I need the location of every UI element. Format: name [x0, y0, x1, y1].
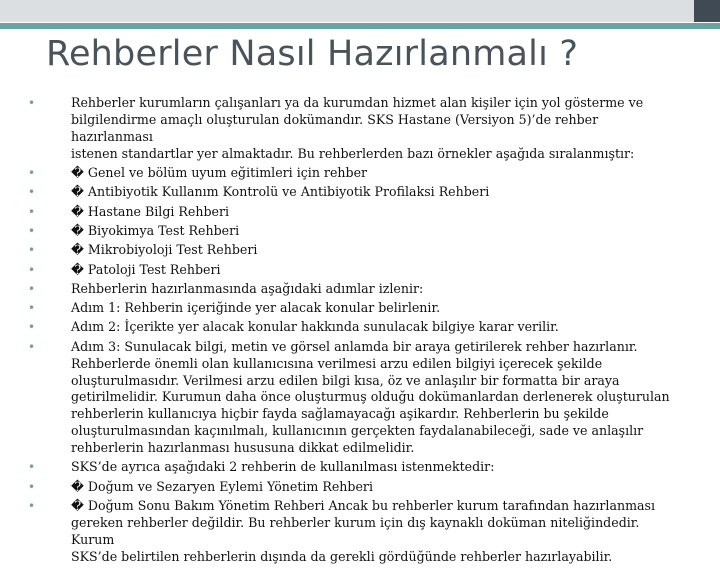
bullet-item — [28, 498, 680, 566]
bullet-marker: • — [28, 223, 36, 238]
bullet-item — [28, 223, 680, 240]
bullet-text: SKS’de ayrıca aşağıdaki 2 rehberin de kullanılması istenmektedir: — [71, 459, 495, 475]
bullet-list — [28, 95, 680, 568]
bullet-text: � Doğum Sonu Bakım Yönetim Rehberi Ancak bu rehberler kurum tarafından hazırlanması gereken rehberler değildir. Bu rehberler kurum için dış kaynaklı doküman niteliğindedir. Kurum SKS’de belirtilen rehberlerin dışında da gerekli gördüğünde rehberler hazırlayabilir. — [71, 498, 656, 564]
bullet-text: � Genel ve bölüm uyum eğitimleri için rehber — [71, 165, 368, 181]
bullet-text: Rehberlerin hazırlanmasında aşağıdaki adımlar izlenir: — [71, 280, 424, 296]
bullet-marker: • — [28, 339, 36, 354]
bullet-item — [28, 184, 680, 201]
bullet-marker: • — [28, 320, 36, 335]
bullet-item — [28, 242, 680, 259]
bullet-marker: • — [28, 281, 36, 296]
bullet-text: Adım 3: Sunulacak bilgi, metin ve görsel anlamda bir araya getirilerek rehber hazırlanır. Rehberlerde önemli olan kullanıcısına verilmesi arzu edilen bilgiyi içerecek şekilde oluşturulmasıdır. Verilmesi arzu edilen bilgi kısa, öz ve anlaşılır bir formatta bir araya getirilmelidir. Kurumun daha önce oluşturmuş olduğu dokümanlardan derlenerek oluşturulan rehberlerin kullanıcıya hiçbir fayda sağlamayacağı aşikardır. Rehberlerin bu şekilde oluşturulmasından kaçınılmalı, kullanıcının gerçekten faydalanabileceği, sade ve anlaşılır rehberlerin hazırlanması hususuna dikkat edilmelidir. — [71, 338, 670, 456]
slide-title: Rehberler Nasıl Hazırlanmalı ? — [46, 34, 579, 74]
bullet-marker: • — [28, 204, 36, 219]
bullet-item — [28, 204, 680, 221]
bullet-text: � Hastane Bilgi Rehberi — [71, 203, 230, 219]
bullet-item — [28, 459, 680, 476]
bullet-item — [28, 281, 680, 298]
bullet-marker: • — [28, 301, 36, 316]
bullet-text: � Mikrobiyoloji Test Rehberi — [71, 242, 258, 258]
bullet-item — [28, 95, 680, 163]
bullet-marker: • — [28, 243, 36, 258]
bullet-text: Rehberler kurumların çalışanları ya da kurumdan hizmet alan kişiler için yol gösterme ve bilgilendirme amaçlı oluşturulan dokümandır. SKS Hastane (Versiyon 5)’de rehber hazırlanması istenen standartlar yer almaktadır. Bu rehberlerden bazı örnekler aşağıda sıralanmıştır: — [71, 95, 644, 161]
bullet-item — [28, 339, 680, 457]
header-accent-line — [0, 23, 720, 29]
bullet-text: Adım 2: İçerikte yer alacak konular hakkında sunulacak bilgiye karar verilir. — [71, 319, 559, 335]
bullet-marker: • — [28, 479, 36, 494]
bullet-marker: • — [28, 499, 36, 514]
bullet-text: � Antibiyotik Kullanım Kontrolü ve Antibiyotik Profilaksi Rehberi — [71, 184, 490, 200]
bullet-marker: • — [28, 460, 36, 475]
bullet-marker: • — [28, 262, 36, 277]
header-corner-block — [694, 0, 720, 22]
bullet-marker: • — [28, 166, 36, 181]
bullet-text: � Biyokimya Test Rehberi — [71, 222, 240, 238]
bullet-text: � Patoloji Test Rehberi — [71, 261, 221, 277]
bullet-marker: • — [28, 96, 36, 110]
bullet-text: � Doğum ve Sezaryen Eylemi Yönetim Rehberi — [71, 478, 373, 494]
header-bar — [0, 0, 694, 22]
bullet-item — [28, 262, 680, 279]
bullet-item — [28, 319, 680, 336]
bullet-item — [28, 300, 680, 317]
bullet-item — [28, 479, 680, 496]
bullet-marker: • — [28, 185, 36, 200]
bullet-item — [28, 165, 680, 182]
bullet-text: Adım 1: Rehberin içeriğinde yer alacak konular belirlenir. — [71, 300, 441, 316]
